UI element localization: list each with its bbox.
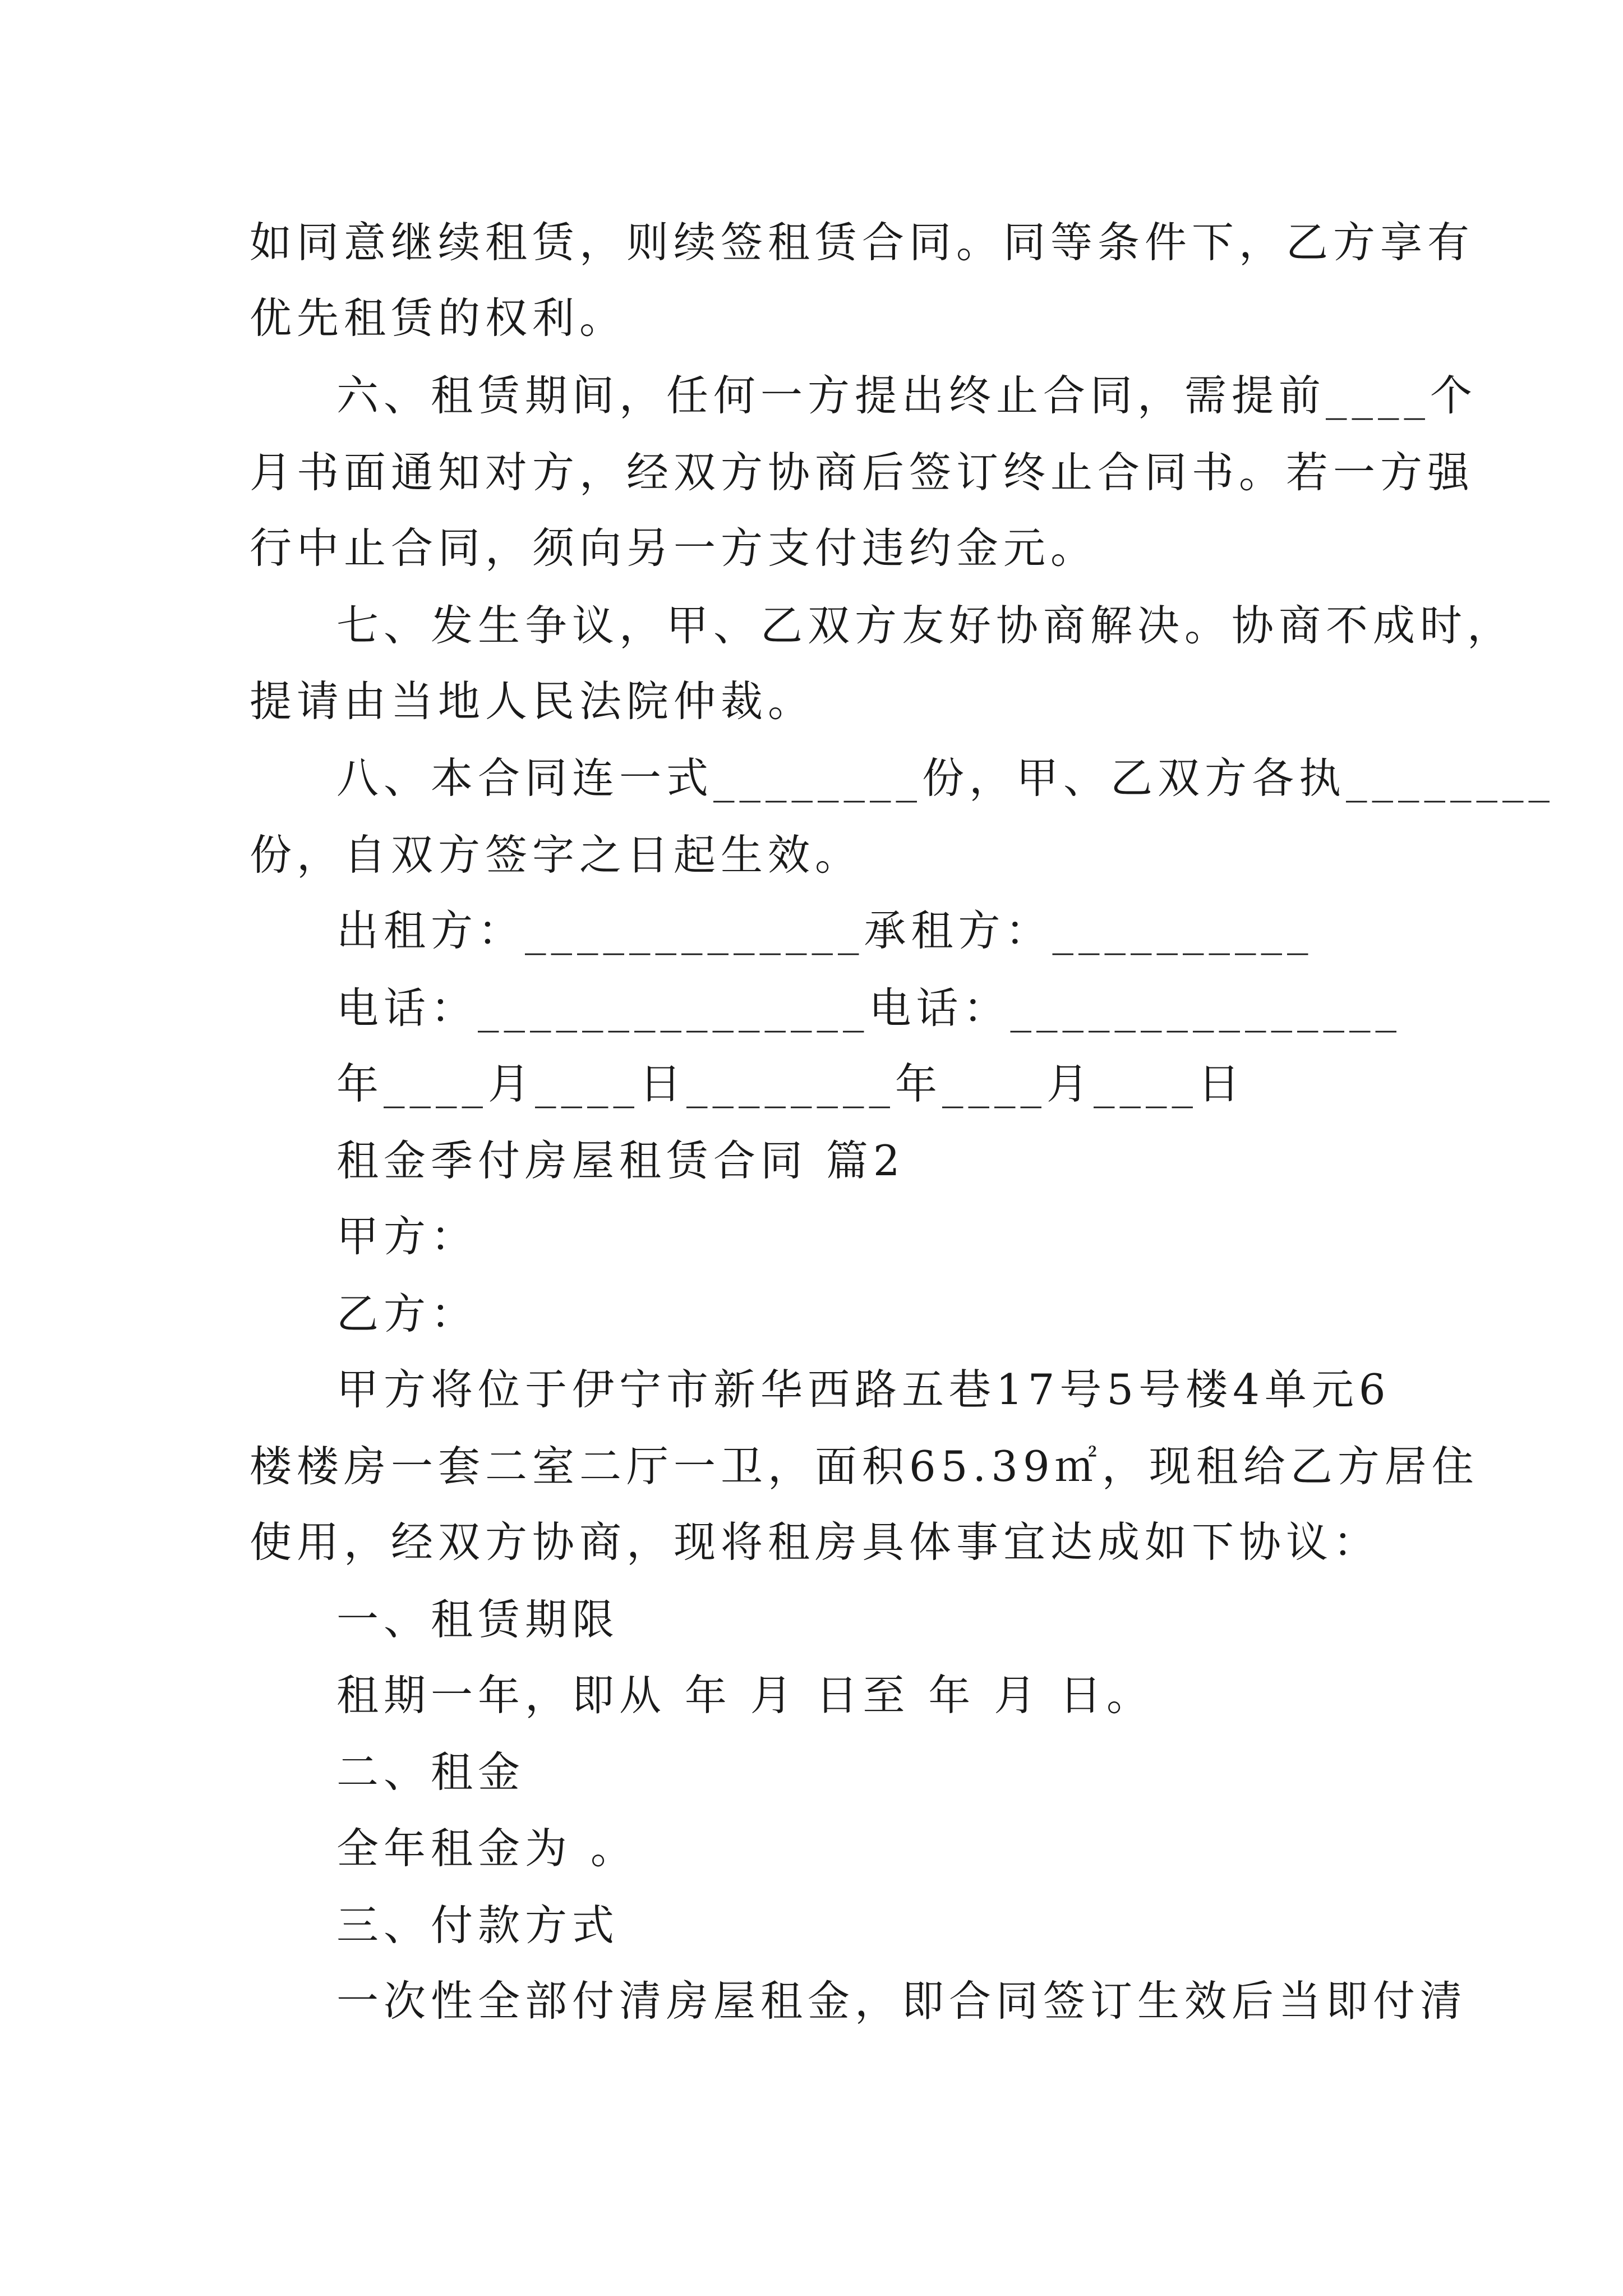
text-line-22: 全年租金为 。 bbox=[336, 1824, 638, 1873]
text-line-17: 楼楼房一套二室二厅一卫，面积65.39㎡，现租给乙方居住 bbox=[250, 1442, 1479, 1491]
text-line-20: 租期一年，即从 年 月 日至 年 月 日。 bbox=[336, 1671, 1154, 1720]
text-line-10: 出租方：_____________承租方：__________ bbox=[336, 906, 1313, 955]
text-line-8: 八、本合同连一式________份，甲、乙双方各执________ bbox=[336, 753, 1555, 803]
text-line-24: 一次性全部付清房屋租金，即合同签订生效后当即付清 bbox=[336, 1976, 1468, 2026]
text-line-4: 月书面通知对方，经双方协商后签订终止合同书。若一方强 bbox=[250, 448, 1475, 497]
text-line-21: 二、租金 bbox=[336, 1747, 525, 1797]
text-line-15: 乙方： bbox=[336, 1289, 478, 1338]
text-line-5: 行中止合同，须向另一方支付违约金元。 bbox=[250, 523, 1098, 573]
text-line-14: 甲方： bbox=[336, 1212, 478, 1261]
text-line-1: 如同意继续租赁，则续签租赁合同。同等条件下，乙方享有 bbox=[250, 218, 1475, 267]
text-line-23: 三、付款方式 bbox=[336, 1901, 620, 1950]
text-line-18: 使用，经双方协商，现将租房具体事宜达成如下协议： bbox=[250, 1517, 1381, 1567]
text-line-16: 甲方将位于伊宁市新华西路五巷17号5号楼4单元6 bbox=[336, 1365, 1391, 1414]
text-line-9: 份，自双方签字之日起生效。 bbox=[250, 830, 863, 880]
text-line-6: 七、发生争议，甲、乙双方友好协商解决。协商不成时， bbox=[336, 601, 1515, 650]
text-line-3: 六、租赁期间，任何一方提出终止合同，需提前____个 bbox=[336, 371, 1478, 420]
text-line-11: 电话：_______________电话：_______________ bbox=[336, 983, 1402, 1033]
text-line-13: 租金季付房屋租赁合同 篇2 bbox=[336, 1136, 905, 1185]
text-line-2: 优先租赁的权利。 bbox=[250, 293, 627, 343]
text-line-7: 提请由当地人民法院仲裁。 bbox=[250, 677, 815, 726]
text-line-19: 一、租赁期限 bbox=[336, 1595, 620, 1644]
text-line-12: 年____月____日________年____月____日 bbox=[336, 1059, 1246, 1108]
